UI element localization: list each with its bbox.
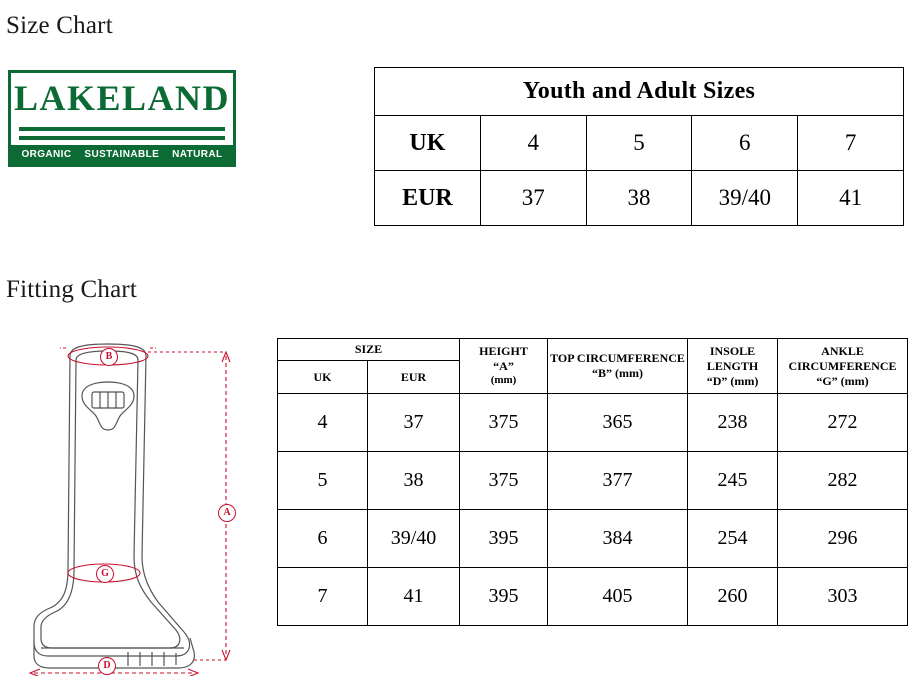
lakeland-logo xyxy=(8,70,236,167)
boot-svg xyxy=(8,326,268,676)
size-table-row-label-eur: EUR xyxy=(375,171,481,226)
header-height-label: HEIGHT xyxy=(479,344,528,359)
dimension-label-a: A xyxy=(218,504,236,522)
table-row xyxy=(278,394,908,452)
row-3-ankle-circumference: 303 xyxy=(778,568,908,626)
wellington-boot-measurement-diagram xyxy=(8,326,268,676)
table-row xyxy=(278,510,908,568)
size-table-eur-6: 39/40 xyxy=(692,171,798,226)
header-insole-length xyxy=(688,339,778,394)
header-insole-length-ref: “D” (mm) xyxy=(706,373,759,388)
dimension-label-d: D xyxy=(98,657,116,675)
header-height-unit: (mm) xyxy=(490,374,517,387)
row-2-insole-length: 254 xyxy=(688,510,778,568)
youth-adult-sizes-table xyxy=(374,67,904,226)
header-size: SIZE xyxy=(278,339,460,361)
table-row xyxy=(375,171,904,226)
header-top-circumference-ref: “B” (mm) xyxy=(592,366,644,380)
header-uk: UK xyxy=(278,361,368,394)
logo-rule-bottom xyxy=(19,136,225,140)
logo-rule-top xyxy=(19,127,225,131)
header-ankle-circumference-label: ANKLE CIRCUMFERENCE xyxy=(788,343,897,373)
size-table-eur-7: 41 xyxy=(798,171,904,226)
logo-tagline-organic: ORGANIC xyxy=(21,149,72,160)
row-1-insole-length: 245 xyxy=(688,452,778,510)
size-table-title: Youth and Adult Sizes xyxy=(375,68,904,116)
row-1-eur: 38 xyxy=(368,452,460,510)
row-1-top-circumference: 377 xyxy=(548,452,688,510)
size-table-uk-5: 5 xyxy=(586,116,692,171)
fitting-chart-table xyxy=(277,338,908,626)
size-table-eur-5: 38 xyxy=(586,171,692,226)
size-table-uk-7: 7 xyxy=(798,116,904,171)
size-table-uk-4: 4 xyxy=(480,116,586,171)
row-3-height: 395 xyxy=(460,568,548,626)
row-2-eur: 39/40 xyxy=(368,510,460,568)
row-0-eur: 37 xyxy=(368,394,460,452)
row-3-top-circumference: 405 xyxy=(548,568,688,626)
row-0-top-circumference: 365 xyxy=(548,394,688,452)
size-table-row-label-uk: UK xyxy=(375,116,481,171)
logo-wordmark: LAKELAND xyxy=(13,78,231,118)
row-0-ankle-circumference: 272 xyxy=(778,394,908,452)
row-3-insole-length: 260 xyxy=(688,568,778,626)
table-row xyxy=(375,116,904,171)
row-0-uk: 4 xyxy=(278,394,368,452)
row-1-ankle-circumference: 282 xyxy=(778,452,908,510)
row-0-insole-length: 238 xyxy=(688,394,778,452)
table-row xyxy=(278,568,908,626)
table-row xyxy=(375,68,904,116)
row-2-top-circumference: 384 xyxy=(548,510,688,568)
row-1-height: 375 xyxy=(460,452,548,510)
row-0-height: 375 xyxy=(460,394,548,452)
header-eur: EUR xyxy=(368,361,460,394)
logo-tagline-sustainable: SUSTAINABLE xyxy=(84,149,160,160)
row-2-uk: 6 xyxy=(278,510,368,568)
row-2-ankle-circumference: 296 xyxy=(778,510,908,568)
logo-tagline-natural: NATURAL xyxy=(172,149,223,160)
header-height-ref: “A” xyxy=(493,359,514,374)
row-1-uk: 5 xyxy=(278,452,368,510)
table-header-row xyxy=(278,339,908,361)
size-table-eur-4: 37 xyxy=(480,171,586,226)
size-chart-heading: Size Chart xyxy=(6,12,113,39)
table-row xyxy=(278,452,908,510)
size-table-uk-6: 6 xyxy=(692,116,798,171)
dimension-label-b: B xyxy=(100,348,118,366)
header-top-circumference xyxy=(548,339,688,394)
header-height xyxy=(460,339,548,394)
header-ankle-circumference-ref: “G” (mm) xyxy=(816,373,869,388)
dimension-label-g: G xyxy=(96,565,114,583)
row-2-height: 395 xyxy=(460,510,548,568)
header-top-circumference-label: TOP CIRCUMFERENCE xyxy=(550,351,685,365)
header-ankle-circumference xyxy=(778,339,908,394)
row-3-eur: 41 xyxy=(368,568,460,626)
fitting-chart-heading: Fitting Chart xyxy=(6,276,138,303)
row-3-uk: 7 xyxy=(278,568,368,626)
logo-tagline-bar xyxy=(11,145,233,164)
header-insole-length-label: INSOLE LENGTH xyxy=(706,343,759,373)
